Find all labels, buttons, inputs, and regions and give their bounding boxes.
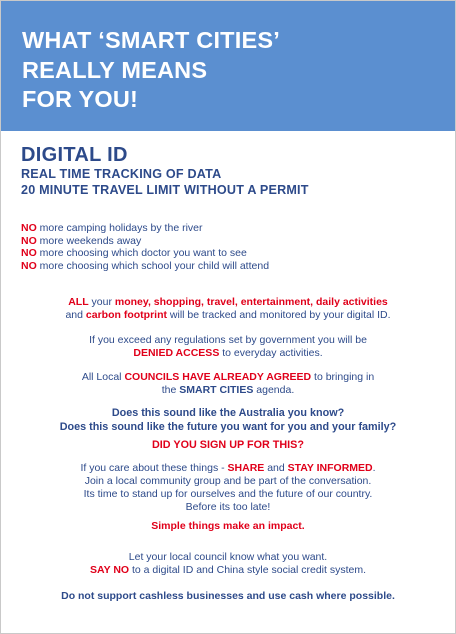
regulations-rest: to everyday activities. <box>219 347 323 359</box>
tracking-line-1 <box>0 296 456 309</box>
council-line-2 <box>0 564 456 577</box>
councils-agreed: COUNCILS HAVE ALREADY AGREED <box>124 371 312 383</box>
no-label: NO <box>21 259 37 272</box>
council-rest: to a digital ID and China style social credit system. <box>129 564 367 576</box>
list-item <box>21 260 269 273</box>
care-line-1 <box>0 462 456 475</box>
share-emphasis: SHARE <box>227 462 265 474</box>
tracking-paragraph <box>0 296 456 322</box>
tracking-and: and <box>65 309 86 321</box>
tracking-line-2 <box>0 309 456 322</box>
councils-line-2 <box>0 384 456 397</box>
councils-pre: All Local <box>81 371 125 383</box>
question-australia: Does this sound like the Australia you know? <box>111 407 345 419</box>
section-title: DIGITAL ID <box>21 144 128 166</box>
care-line-2: Join a local community group and be part of the conversation. <box>84 475 372 487</box>
banner-title-line-2: REALLY MEANS <box>22 56 208 83</box>
carbon-footprint: carbon footprint <box>85 309 167 321</box>
header-banner <box>1 1 455 131</box>
say-no: SAY NO <box>89 564 130 576</box>
denied-access: DENIED ACCESS <box>133 347 220 359</box>
banner-title-line-1: WHAT ‘SMART CITIES’ <box>22 27 280 53</box>
councils-the: the <box>161 384 180 396</box>
care-dot: . <box>372 462 376 474</box>
no-label: NO <box>21 234 37 247</box>
list-item-text: more weekends away <box>36 234 142 247</box>
all-emphasis: ALL <box>68 296 89 308</box>
banner-title <box>22 26 280 115</box>
list-item-text: more choosing which doctor you want to see <box>36 247 247 260</box>
council-paragraph <box>0 551 456 577</box>
regulations-line-1: If you exceed any regulations set by government you will be <box>89 334 367 346</box>
no-label: NO <box>21 222 37 234</box>
questions-block <box>0 407 456 453</box>
regulations-paragraph <box>0 334 456 360</box>
list-item <box>21 247 269 260</box>
smart-cities: SMART CITIES <box>179 384 254 396</box>
cash-footer: Do not support cashless businesses and use cash where possible. <box>61 590 395 602</box>
tracked-items: money, shopping, travel, entertainment, daily activities <box>114 296 388 308</box>
list-item <box>21 235 269 248</box>
tracking-rest: will be tracked and monitored by your digital ID. <box>166 309 391 321</box>
councils-line-1 <box>0 371 456 384</box>
care-line-3: Its time to stand up for ourselves and the future of our country. <box>83 488 373 500</box>
tracking-your: your <box>88 296 115 308</box>
councils-paragraph <box>0 371 456 397</box>
councils-post: to bringing in <box>311 371 375 383</box>
stay-informed-emphasis: STAY INFORMED <box>287 462 373 474</box>
no-more-list <box>21 222 269 272</box>
no-label: NO <box>21 247 37 260</box>
question-sign-up: DID YOU SIGN UP FOR THIS? <box>152 439 304 451</box>
subtitle-travel-limit: 20 MINUTE TRAVEL LIMIT WITHOUT A PERMIT <box>21 183 309 197</box>
simple-things-impact: Simple things make an impact. <box>151 520 305 532</box>
question-future: Does this sound like the future you want for you and your family? <box>59 420 397 433</box>
council-line-1: Let your local council know what you want. <box>128 551 328 563</box>
regulations-line-2 <box>0 347 456 360</box>
councils-agenda: agenda. <box>253 384 295 396</box>
care-and: and <box>264 462 288 474</box>
list-item <box>21 222 269 235</box>
banner-title-line-3: FOR YOU! <box>22 86 139 112</box>
subtitle-tracking: REAL TIME TRACKING OF DATA <box>21 167 222 181</box>
care-paragraph <box>0 462 456 533</box>
list-item-text: more camping holidays by the river <box>36 222 203 234</box>
care-line-4: Before its too late! <box>185 501 271 513</box>
care-pre: If you care about these things - <box>80 462 228 474</box>
list-item-text: more choosing which school your child will attend <box>36 259 270 272</box>
